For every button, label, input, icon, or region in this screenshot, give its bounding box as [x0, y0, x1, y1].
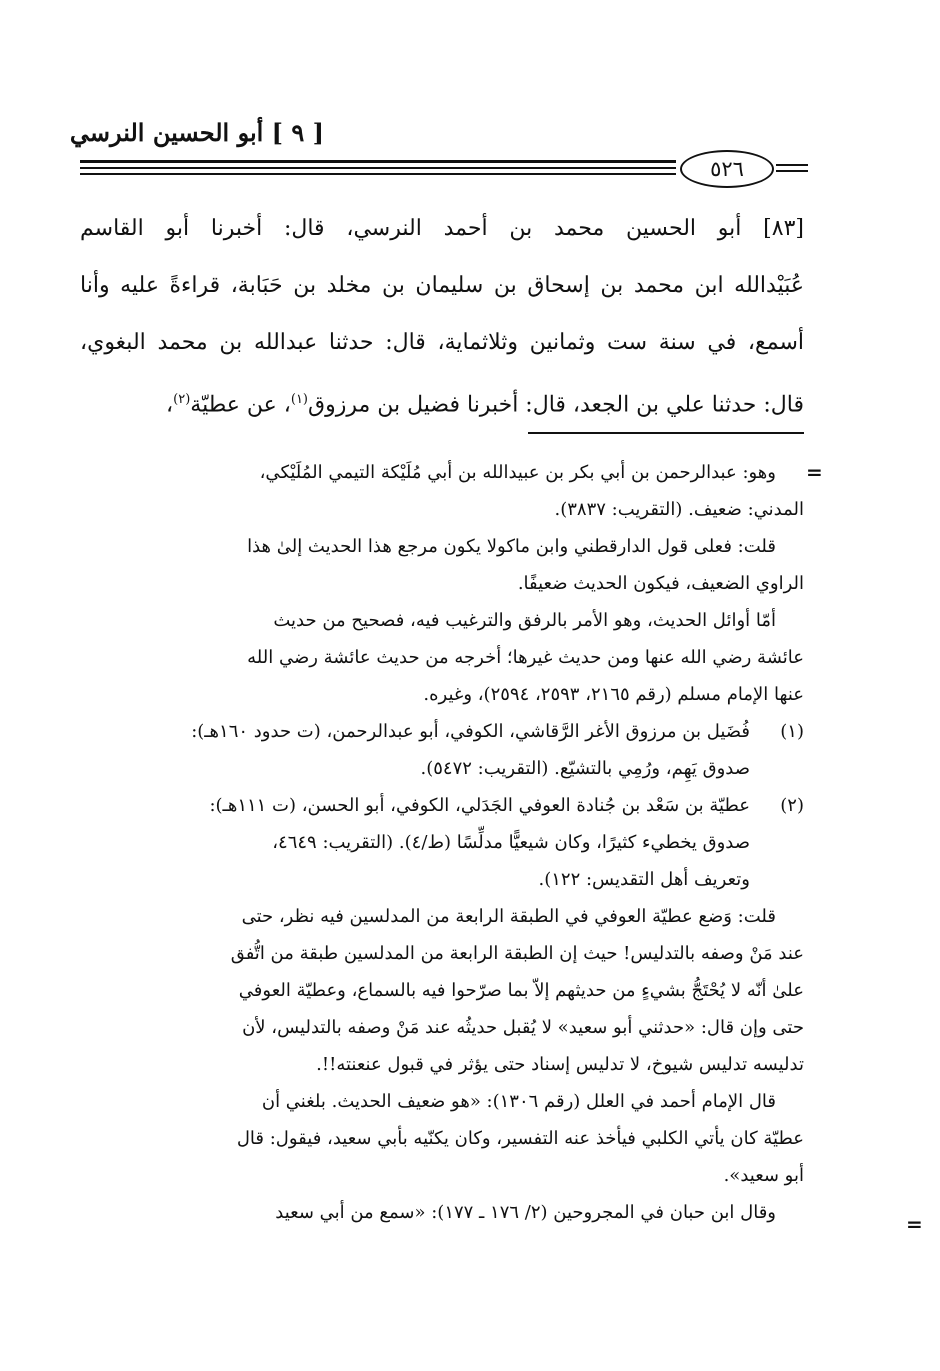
header-rule: [80, 173, 676, 175]
page-number: ٥٢٦: [680, 150, 774, 188]
footnote-text: فُضَيل بن مرزوق الأغر الرَّقاشي، الكوفي، أبو عبدالرحمن، (ت حدود ١٦٠هـ):: [191, 721, 750, 742]
main-line: أسمع، في سنة ست وثمانين وثلاثماية، قال: حدثنا عبدالله بن محمد البغوي،: [80, 330, 804, 355]
main-line: [٨٣] أبو الحسين محمد بن أحمد النرسي، قال: أخبرنا أبو القاسم: [80, 216, 804, 241]
header-rule-short: [776, 170, 808, 172]
footnote-line: وهو: عبدالرحمن بن أبي بكر بن عبيدالله بن أبي مُلَيْكة التيمي المُلَيْكي،: [259, 462, 776, 483]
chapter-title: [ ٩ ] أبو الحسين النرسي: [69, 118, 324, 147]
footnote-line: قلت: فعلى قول الدارقطني وابن ماكولا يكون مرجع هذا الحديث إلىٰ هذا: [247, 536, 776, 557]
main-line: [80, 371, 804, 433]
continuation-mark: =: [806, 460, 823, 484]
main-line: عُبَيْدالله ابن محمد بن إسحاق بن سليمان بن مخلد بن حَبَابة، قراءةً عليه وأنا: [80, 273, 804, 298]
footnote-line: عند مَنْ وصفه بالتدليس! حيث إن الطبقة الرابعة من المدلسين طبقة من اتُّفق: [230, 943, 804, 964]
footnote-line: وقال ابن حبان في المجروحين (٢/ ١٧٦ ـ ١٧٧): «سمع من أبي سعيد: [275, 1202, 776, 1223]
footnote-line: الراوي الضعيف، فيكون الحديث ضعيفًا.: [517, 573, 804, 594]
footnote-1: [80, 713, 804, 750]
footnotes: [80, 454, 804, 1231]
continuation-mark: =: [906, 1212, 923, 1236]
footnote-line: تدليسه تدليس شيوخ، لا تدليس إسناد حتى يؤثر في قبول عنعنته!!.: [316, 1054, 804, 1075]
header-rule: [80, 160, 676, 163]
footnote-ref[interactable]: (١): [290, 392, 308, 407]
footnote-line: عطيّة كان يأتي الكلبي فيأخذ عنه التفسير، وكان يكنّيه بأبي سعيد، فيقول: قال: [236, 1128, 804, 1149]
main-line-part: ، عن عطيّة: [190, 392, 291, 418]
footnote-line: قال الإمام أحمد في العلل (رقم ١٣٠٦): «هو ضعيف الحديث. بلغني أن: [261, 1091, 776, 1112]
footnote-separator: [528, 432, 804, 434]
footnote-line: وتعريف أهل التقديس: ١٢٢).: [538, 869, 750, 890]
footnote-line: صدوق يَهِم، ورُمِي بالتشيّع. (التقريب: ٥٤٧٢).: [420, 758, 750, 779]
footnote-line: قلت: وَضع عطيّة العوفي في الطبقة الرابعة من المدلسين فيه نظر، حتى: [241, 906, 776, 927]
footnote-text: عطيّة بن سَعْد بن جُنادة العوفي الجَدَلي، الكوفي، أبو الحسن، (ت ١١١هـ):: [209, 795, 750, 816]
main-line-part: ،: [166, 392, 174, 418]
footnote-line: أمّا أوائل الحديث، وهو الأمر بالرفق والترغيب فيه، فصحيح من حديث: [273, 610, 776, 631]
footnote-line: عائشة رضي الله عنها ومن حديث غيرها؛ أخرجه من حديث عائشة رضي الله: [247, 647, 804, 668]
footnote-line: صدوق يخطيء كثيرًا، وكان شيعيًّا مدلِّسًا (ط/٤). (التقريب: ٤٦٤٩،: [272, 832, 750, 853]
footnote-line: حتى وإن قال: «حدثني أبو سعيد» لا يُقبل حديثُه عند مَنْ وصفه بالتدليس، لأن: [242, 1017, 804, 1038]
footnote-2: [80, 787, 804, 824]
footnote-line: المدني: ضعيف. (التقريب: ٣٨٣٧).: [554, 499, 804, 520]
main-line-part: قال: حدثنا علي بن الجعد، قال: أخبرنا فضيل بن مرزوق: [308, 392, 804, 418]
header-rule-short: [776, 164, 808, 166]
footnote-number: (٢): [780, 795, 804, 816]
footnote-line: عنها الإمام مسلم (رقم ٢١٦٥، ٢٥٩٣، ٢٥٩٤)، وغيره.: [423, 684, 804, 705]
footnote-ref[interactable]: (٢): [173, 392, 191, 407]
footnote-number: (١): [780, 721, 804, 742]
header-rule: [80, 167, 676, 169]
footnote-line: أبو سعيد».: [723, 1165, 804, 1186]
footnote-line: علىٰ أنّه لا يُحْتَجُّ بشيءٍ من حديثهم إلاّ بما صرّحوا فيه بالسماع، وعطيّة العوفي: [238, 980, 804, 1001]
main-text: [80, 200, 804, 433]
